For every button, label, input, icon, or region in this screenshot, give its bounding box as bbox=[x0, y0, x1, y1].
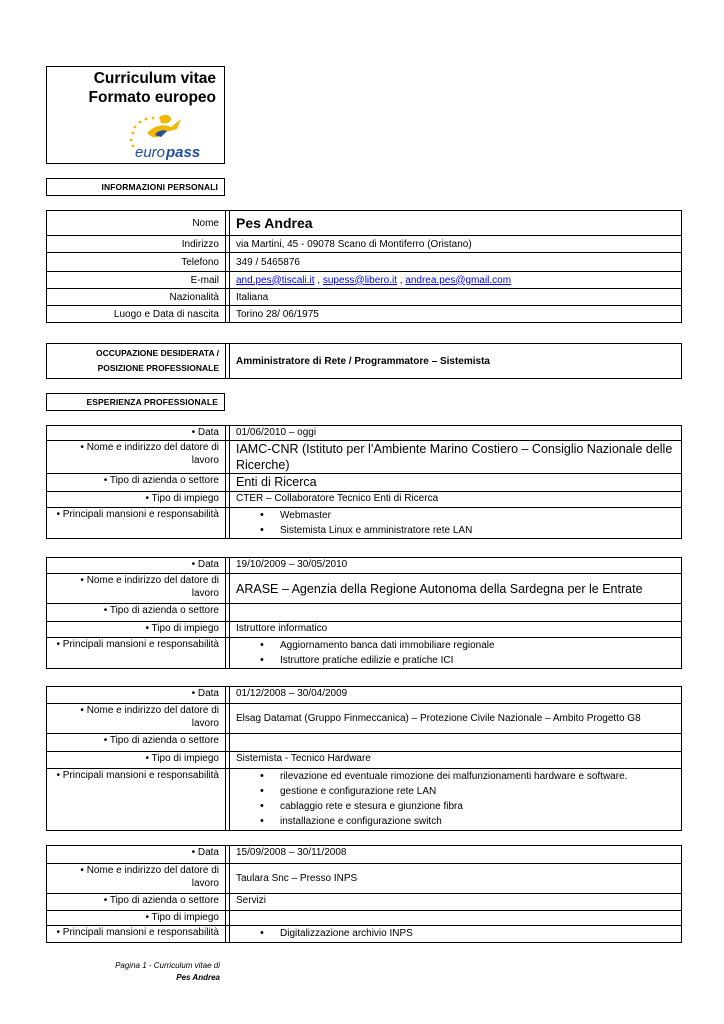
label-datore: • Nome e indirizzo del datore di lavoro bbox=[47, 574, 226, 604]
label-azienda: • Tipo di azienda o settore bbox=[47, 604, 226, 622]
label-impiego: • Tipo di impiego bbox=[47, 752, 226, 769]
job-employer: IAMC-CNR (Istituto per l’Ambiente Marino Costiero – Consiglio Nazionale delle Ricerche) bbox=[230, 441, 682, 474]
job-type bbox=[230, 911, 682, 926]
label-impiego: • Tipo di impiego bbox=[47, 622, 226, 638]
job-date: 01/06/2010 – oggi bbox=[230, 426, 682, 441]
label-data: • Data bbox=[47, 687, 226, 704]
duty-item: • Digitalizzazione archivio INPS bbox=[280, 926, 675, 941]
desired-occupation-table bbox=[46, 343, 682, 379]
job-table-3 bbox=[46, 686, 682, 831]
job-employer: ARASE – Agenzia della Regione Autonoma della Sardegna per le Entrate bbox=[230, 574, 682, 604]
europass-logo bbox=[125, 111, 217, 161]
label-email: E-mail bbox=[47, 272, 226, 289]
label-data: • Data bbox=[47, 426, 226, 441]
label-mansioni: • Principali mansioni e responsabilità bbox=[47, 926, 226, 943]
value-nome: Pes Andrea bbox=[230, 211, 682, 236]
label-azienda: • Tipo di azienda o settore bbox=[47, 734, 226, 752]
duty-item: • Webmaster bbox=[280, 508, 675, 523]
label-impiego: • Tipo di impiego bbox=[47, 492, 226, 508]
label-azienda: • Tipo di azienda o settore bbox=[47, 894, 226, 911]
duty-item: • rilevazione ed eventuale rimozione dei malfunzionamenti hardware e software. bbox=[280, 769, 675, 784]
job-duties bbox=[230, 508, 682, 539]
email-link-3[interactable]: andrea.pes@gmail.com bbox=[405, 274, 512, 286]
job-date: 15/09/2008 – 30/11/2008 bbox=[230, 846, 682, 864]
label-datore: • Nome e indirizzo del datore di lavoro bbox=[47, 704, 226, 734]
cv-subtitle: Formato europeo bbox=[88, 89, 216, 106]
job-sector: Servizi bbox=[230, 894, 682, 911]
label-nazionalita: Nazionalità bbox=[47, 289, 226, 306]
value-email: and.pes@tiscali.it , supess@libero.it , andrea.pes@gmail.com bbox=[230, 272, 682, 289]
cv-title: Curriculum vitae bbox=[93, 70, 216, 87]
job-type: Istruttore informatico bbox=[230, 622, 682, 638]
label-mansioni: • Principali mansioni e responsabilità bbox=[47, 769, 226, 831]
label-datore: • Nome e indirizzo del datore di lavoro bbox=[47, 441, 226, 474]
job-date: 19/10/2009 – 30/05/2010 bbox=[230, 558, 682, 574]
job-sector bbox=[230, 734, 682, 752]
label-datore: • Nome e indirizzo del datore di lavoro bbox=[47, 864, 226, 894]
job-sector: Enti di Ricerca bbox=[230, 474, 682, 492]
job-sector bbox=[230, 604, 682, 622]
duty-item: • Aggiornamento banca dati immobiliare regionale bbox=[280, 638, 675, 653]
value-desired: Amministratore di Rete / Programmatore – Sistemista bbox=[230, 344, 682, 379]
duty-item: • gestione e configurazione rete LAN bbox=[280, 784, 675, 799]
email-link-1[interactable]: and.pes@tiscali.it bbox=[236, 274, 315, 286]
label-data: • Data bbox=[47, 558, 226, 574]
footer-page-label: Pagina 1 - Curriculum vitae di bbox=[115, 961, 220, 970]
job-date: 01/12/2008 – 30/04/2009 bbox=[230, 687, 682, 704]
label-mansioni: • Principali mansioni e responsabilità bbox=[47, 508, 226, 539]
job-employer: Elsag Datamat (Gruppo Finmeccanica) – Protezione Civile Nazionale – Ambito Progetto G8 bbox=[230, 704, 682, 734]
svg-text:euro: euro bbox=[135, 144, 166, 161]
duty-item: • Sistemista Linux e amministratore rete LAN bbox=[280, 523, 675, 538]
section-desired: OCCUPAZIONE DESIDERATA / POSIZIONE PROFESSIONALE bbox=[47, 344, 226, 379]
job-employer: Taulara Snc – Presso INPS bbox=[230, 864, 682, 894]
label-azienda: • Tipo di azienda o settore bbox=[47, 474, 226, 492]
job-table-4 bbox=[46, 845, 682, 943]
label-data: • Data bbox=[47, 846, 226, 864]
job-table-2 bbox=[46, 557, 682, 669]
label-indirizzo: Indirizzo bbox=[47, 236, 226, 253]
cv-title-box bbox=[46, 66, 225, 164]
job-type: CTER – Collaboratore Tecnico Enti di Ricerca bbox=[230, 492, 682, 508]
email-link-2[interactable]: supess@libero.it bbox=[322, 274, 397, 286]
duty-item: • Istruttore pratiche edilizie e pratiche ICI bbox=[280, 653, 675, 668]
value-nascita: Torino 28/ 06/1975 bbox=[230, 306, 682, 323]
label-mansioni: • Principali mansioni e responsabilità bbox=[47, 638, 226, 669]
label-impiego: • Tipo di impiego bbox=[47, 911, 226, 926]
job-duties bbox=[230, 769, 682, 831]
section-personal-info: INFORMAZIONI PERSONALI bbox=[46, 178, 225, 196]
value-telefono: 349 / 5465876 bbox=[230, 253, 682, 272]
svg-text:pass: pass bbox=[166, 144, 201, 161]
value-nazionalita: Italiana bbox=[230, 289, 682, 306]
duty-item: • installazione e configurazione switch bbox=[280, 814, 675, 829]
label-nascita: Luogo e Data di nascita bbox=[47, 306, 226, 323]
label-telefono: Telefono bbox=[47, 253, 226, 272]
job-duties bbox=[230, 926, 682, 943]
job-duties bbox=[230, 638, 682, 669]
label-nome: Nome bbox=[47, 211, 226, 236]
duty-item: • cablaggio rete e stesura e giunzione fibra bbox=[280, 799, 675, 814]
job-table-1 bbox=[46, 425, 682, 539]
job-type: Sistemista - Tecnico Hardware bbox=[230, 752, 682, 769]
personal-info-table bbox=[46, 210, 682, 323]
page-footer bbox=[100, 960, 220, 984]
value-indirizzo: via Martini, 45 - 09078 Scano di Montiferro (Oristano) bbox=[230, 236, 682, 253]
section-experience: ESPERIENZA PROFESSIONALE bbox=[46, 393, 225, 411]
footer-name: Pes Andrea bbox=[176, 973, 220, 982]
